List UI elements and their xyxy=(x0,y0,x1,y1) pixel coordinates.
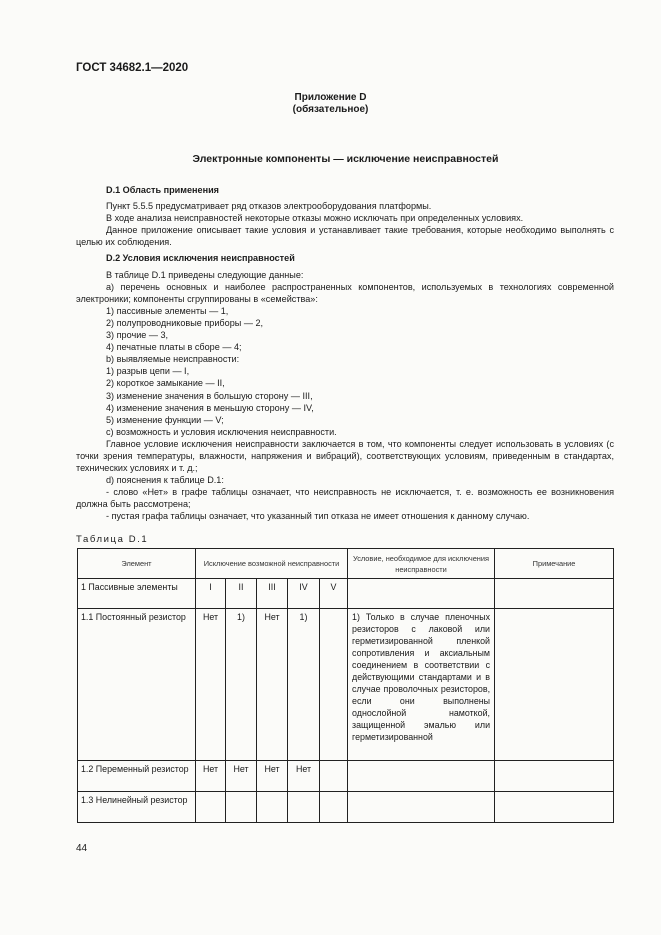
list-item: 1) разрыв цепи — I, xyxy=(106,366,190,377)
row-cell xyxy=(196,792,226,823)
header-exclusion: Исключение возможной неисправности xyxy=(196,549,348,579)
row-cell: Нет xyxy=(257,761,288,792)
header-note: Примечание xyxy=(495,549,614,579)
row-condition xyxy=(348,579,495,609)
row-cell: 1) xyxy=(288,609,320,761)
fault-column-label: I xyxy=(196,579,226,609)
list-item: 2) короткое замыкание — II, xyxy=(106,378,225,389)
list-item: 4) изменение значения в меньшую сторону — IV, xyxy=(106,402,314,413)
list-item: 2) полупроводниковые приборы — 2, xyxy=(106,317,264,328)
list-item: - слово «Нет» в графе таблицы означает, что неисправность не исключается, т. е. возможность ее возникновения должна быть рассмотрена; xyxy=(76,487,614,510)
row-condition: 1) Только в случае пленочных резисторов с лаковой или герметизированной пленкой сопротивления и аксиальным соединением в соответствии с действующими стандартами и в случае проволочных резисторов, если они выполнены однослойной намоткой, защищенной эмалью или герметизированной xyxy=(348,609,495,761)
list-item: 4) печатные платы в сборе — 4; xyxy=(106,342,242,353)
fault-column-label: III xyxy=(257,579,288,609)
row-element: 1.1 Постоянный резистор xyxy=(78,609,196,761)
paragraph: Пункт 5.5.5 предусматривает ряд отказов электрооборудования платформы. xyxy=(106,201,432,212)
fault-column-label: V xyxy=(320,579,348,609)
row-cell: Нет xyxy=(196,761,226,792)
row-element: 1.2 Переменный резистор xyxy=(78,761,196,792)
list-item: 3) изменение значения в большую сторону — III, xyxy=(106,390,313,401)
section-d2-heading: D.2 Условия исключения неисправностей xyxy=(106,253,295,264)
row-condition xyxy=(348,792,495,823)
paragraph: Данное приложение описывает такие условия и устанавливает такие требования, которые необходимо выполнять с целью их соблюдения. xyxy=(76,225,614,248)
table-row xyxy=(78,792,614,823)
row-cell xyxy=(320,761,348,792)
row-cell: Нет xyxy=(226,761,257,792)
row-cell xyxy=(320,792,348,823)
row-note xyxy=(495,579,614,609)
table-row xyxy=(78,761,614,792)
list-item: a) перечень основных и наиболее распространенных компонентов, используемых в технологиях современной электроники; компоненты сгруппированы в «семейства»: xyxy=(76,281,614,304)
appendix-title: Приложение D xyxy=(294,92,367,103)
table-row xyxy=(78,609,614,761)
section-d1-heading: D.1 Область применения xyxy=(106,185,219,195)
list-item: c) возможность и условия исключения неисправности. xyxy=(106,426,337,437)
row-condition xyxy=(348,761,495,792)
standard-code: ГОСТ 34682.1—2020 xyxy=(76,62,189,74)
fault-column-label: II xyxy=(226,579,257,609)
row-cell: Нет xyxy=(288,761,320,792)
list-item: 5) изменение функции — V; xyxy=(106,414,224,425)
paragraph: В ходе анализа неисправностей некоторые отказы можно исключать при определенных условиях. xyxy=(106,213,524,224)
list-item: d) пояснения к таблице D.1: xyxy=(106,475,224,486)
main-title: Электронные компоненты — исключение неисправностей xyxy=(192,153,499,165)
row-element: 1.3 Нелинейный резистор xyxy=(78,792,196,823)
row-note xyxy=(495,609,614,761)
row-note xyxy=(495,792,614,823)
row-cell: 1) xyxy=(226,609,257,761)
table-header-row xyxy=(78,549,614,579)
table-caption: Таблица D.1 xyxy=(76,534,149,545)
page-number: 44 xyxy=(76,843,88,854)
list-item: 3) прочие — 3, xyxy=(106,330,169,341)
list-item: 1) пассивные элементы — 1, xyxy=(106,305,229,316)
row-element: 1 Пассивные элементы xyxy=(78,579,196,609)
paragraph: Главное условие исключения неисправности заключается в том, что компоненты следует использовать в условиях (с точки зрения температуры, влажности, напряжения и вибраций), соответствующих условиям, приведенным в стандартах, технических условиях и т. д.; xyxy=(76,438,614,474)
body-text xyxy=(76,184,614,523)
row-cell: Нет xyxy=(196,609,226,761)
row-cell xyxy=(320,609,348,761)
row-cell xyxy=(257,792,288,823)
fault-column-label: IV xyxy=(288,579,320,609)
table-d1 xyxy=(77,548,614,823)
header-element: Элемент xyxy=(78,549,196,579)
row-note xyxy=(495,761,614,792)
list-item: - пустая графа таблицы означает, что указанный тип отказа не имеет отношения к данному случаю. xyxy=(106,511,530,522)
row-cell: Нет xyxy=(257,609,288,761)
appendix-status: (обязательное) xyxy=(292,104,369,115)
table-row xyxy=(78,579,614,609)
paragraph: В таблице D.1 приведены следующие данные: xyxy=(106,269,304,280)
row-cell xyxy=(288,792,320,823)
list-item: b) выявляемые неисправности: xyxy=(106,354,240,365)
header-condition: Условие, необходимое для исключения неисправности xyxy=(348,549,495,579)
row-cell xyxy=(226,792,257,823)
